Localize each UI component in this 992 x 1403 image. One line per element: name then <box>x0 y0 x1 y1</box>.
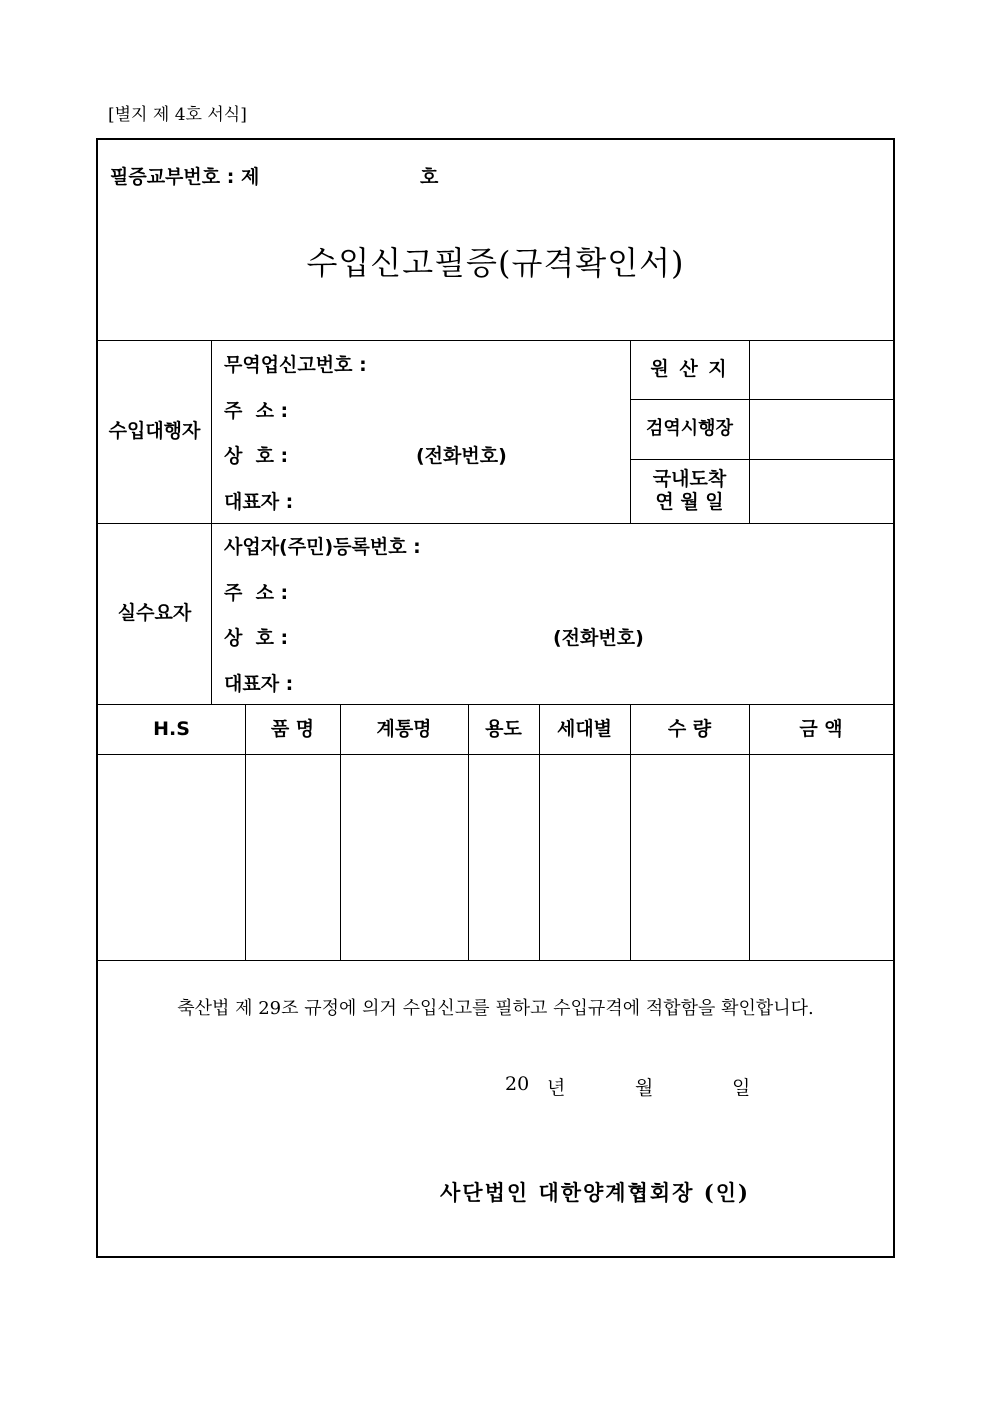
col-header-strain: 계통명 <box>376 717 432 740</box>
col-header-generation: 세대별 <box>556 717 613 740</box>
date-year-unit: 년 <box>547 1077 566 1099</box>
enduser-address-label: 주 소 : <box>224 582 289 604</box>
col-header-amount: 금 액 <box>799 717 843 740</box>
origin-label: 원 산 지 <box>650 358 729 381</box>
agent-address-label: 주 소 : <box>224 400 289 422</box>
cert-number-label: 필증교부번호 : 제 <box>110 166 260 188</box>
col-header-hs: H.S <box>153 717 190 740</box>
inspection-place-label: 검역시행장 <box>646 418 733 440</box>
import-agent-section-label: 수입대행자 <box>108 420 201 443</box>
cert-number-suffix: 호 <box>420 166 439 188</box>
divider-table-header <box>98 754 893 755</box>
confirmation-statement: 축산법 제 29조 규정에 의거 수입신고를 필하고 수입규격에 적합함을 확인합니다. <box>177 998 814 1019</box>
divider-table-body <box>98 960 893 961</box>
end-user-section-label: 실수요자 <box>117 602 192 625</box>
form-number-label: [별지 제 4호 서식] <box>108 105 247 125</box>
trade-reg-no-label: 무역업신고번호 : <box>224 354 367 376</box>
col-header-quantity: 수 량 <box>667 717 712 740</box>
agent-company-label: 상 호 : <box>224 445 289 467</box>
arrival-date-line2: 연 월 일 <box>655 491 724 513</box>
enduser-company-label: 상 호 : <box>224 627 289 649</box>
enduser-representative-label: 대표자 : <box>224 673 294 695</box>
divider-side-right <box>749 340 750 523</box>
issuer-signature: 사단법인 대한양계협회장 (인) <box>440 1180 750 1205</box>
agent-representative-label: 대표자 : <box>224 491 294 513</box>
divider-header <box>98 340 893 341</box>
divider-section-label <box>211 340 212 704</box>
business-reg-no-label: 사업자(주민)등록번호 : <box>224 536 421 558</box>
agent-phone-label: (전화번호) <box>416 445 507 467</box>
arrival-date-line1: 국내도착 <box>652 468 727 491</box>
date-year: 20 <box>505 1073 530 1095</box>
arrival-date-label <box>630 459 749 523</box>
col-header-item-name: 품 명 <box>270 717 315 740</box>
divider-agent <box>98 523 893 524</box>
enduser-phone-label: (전화번호) <box>553 627 644 649</box>
date-day-unit: 일 <box>732 1077 751 1099</box>
certificate-form <box>96 138 895 1258</box>
page-title: 수입신고필증(규격확인서) <box>306 244 685 282</box>
date-month-unit: 월 <box>635 1077 654 1099</box>
col-header-purpose: 용도 <box>485 717 522 740</box>
